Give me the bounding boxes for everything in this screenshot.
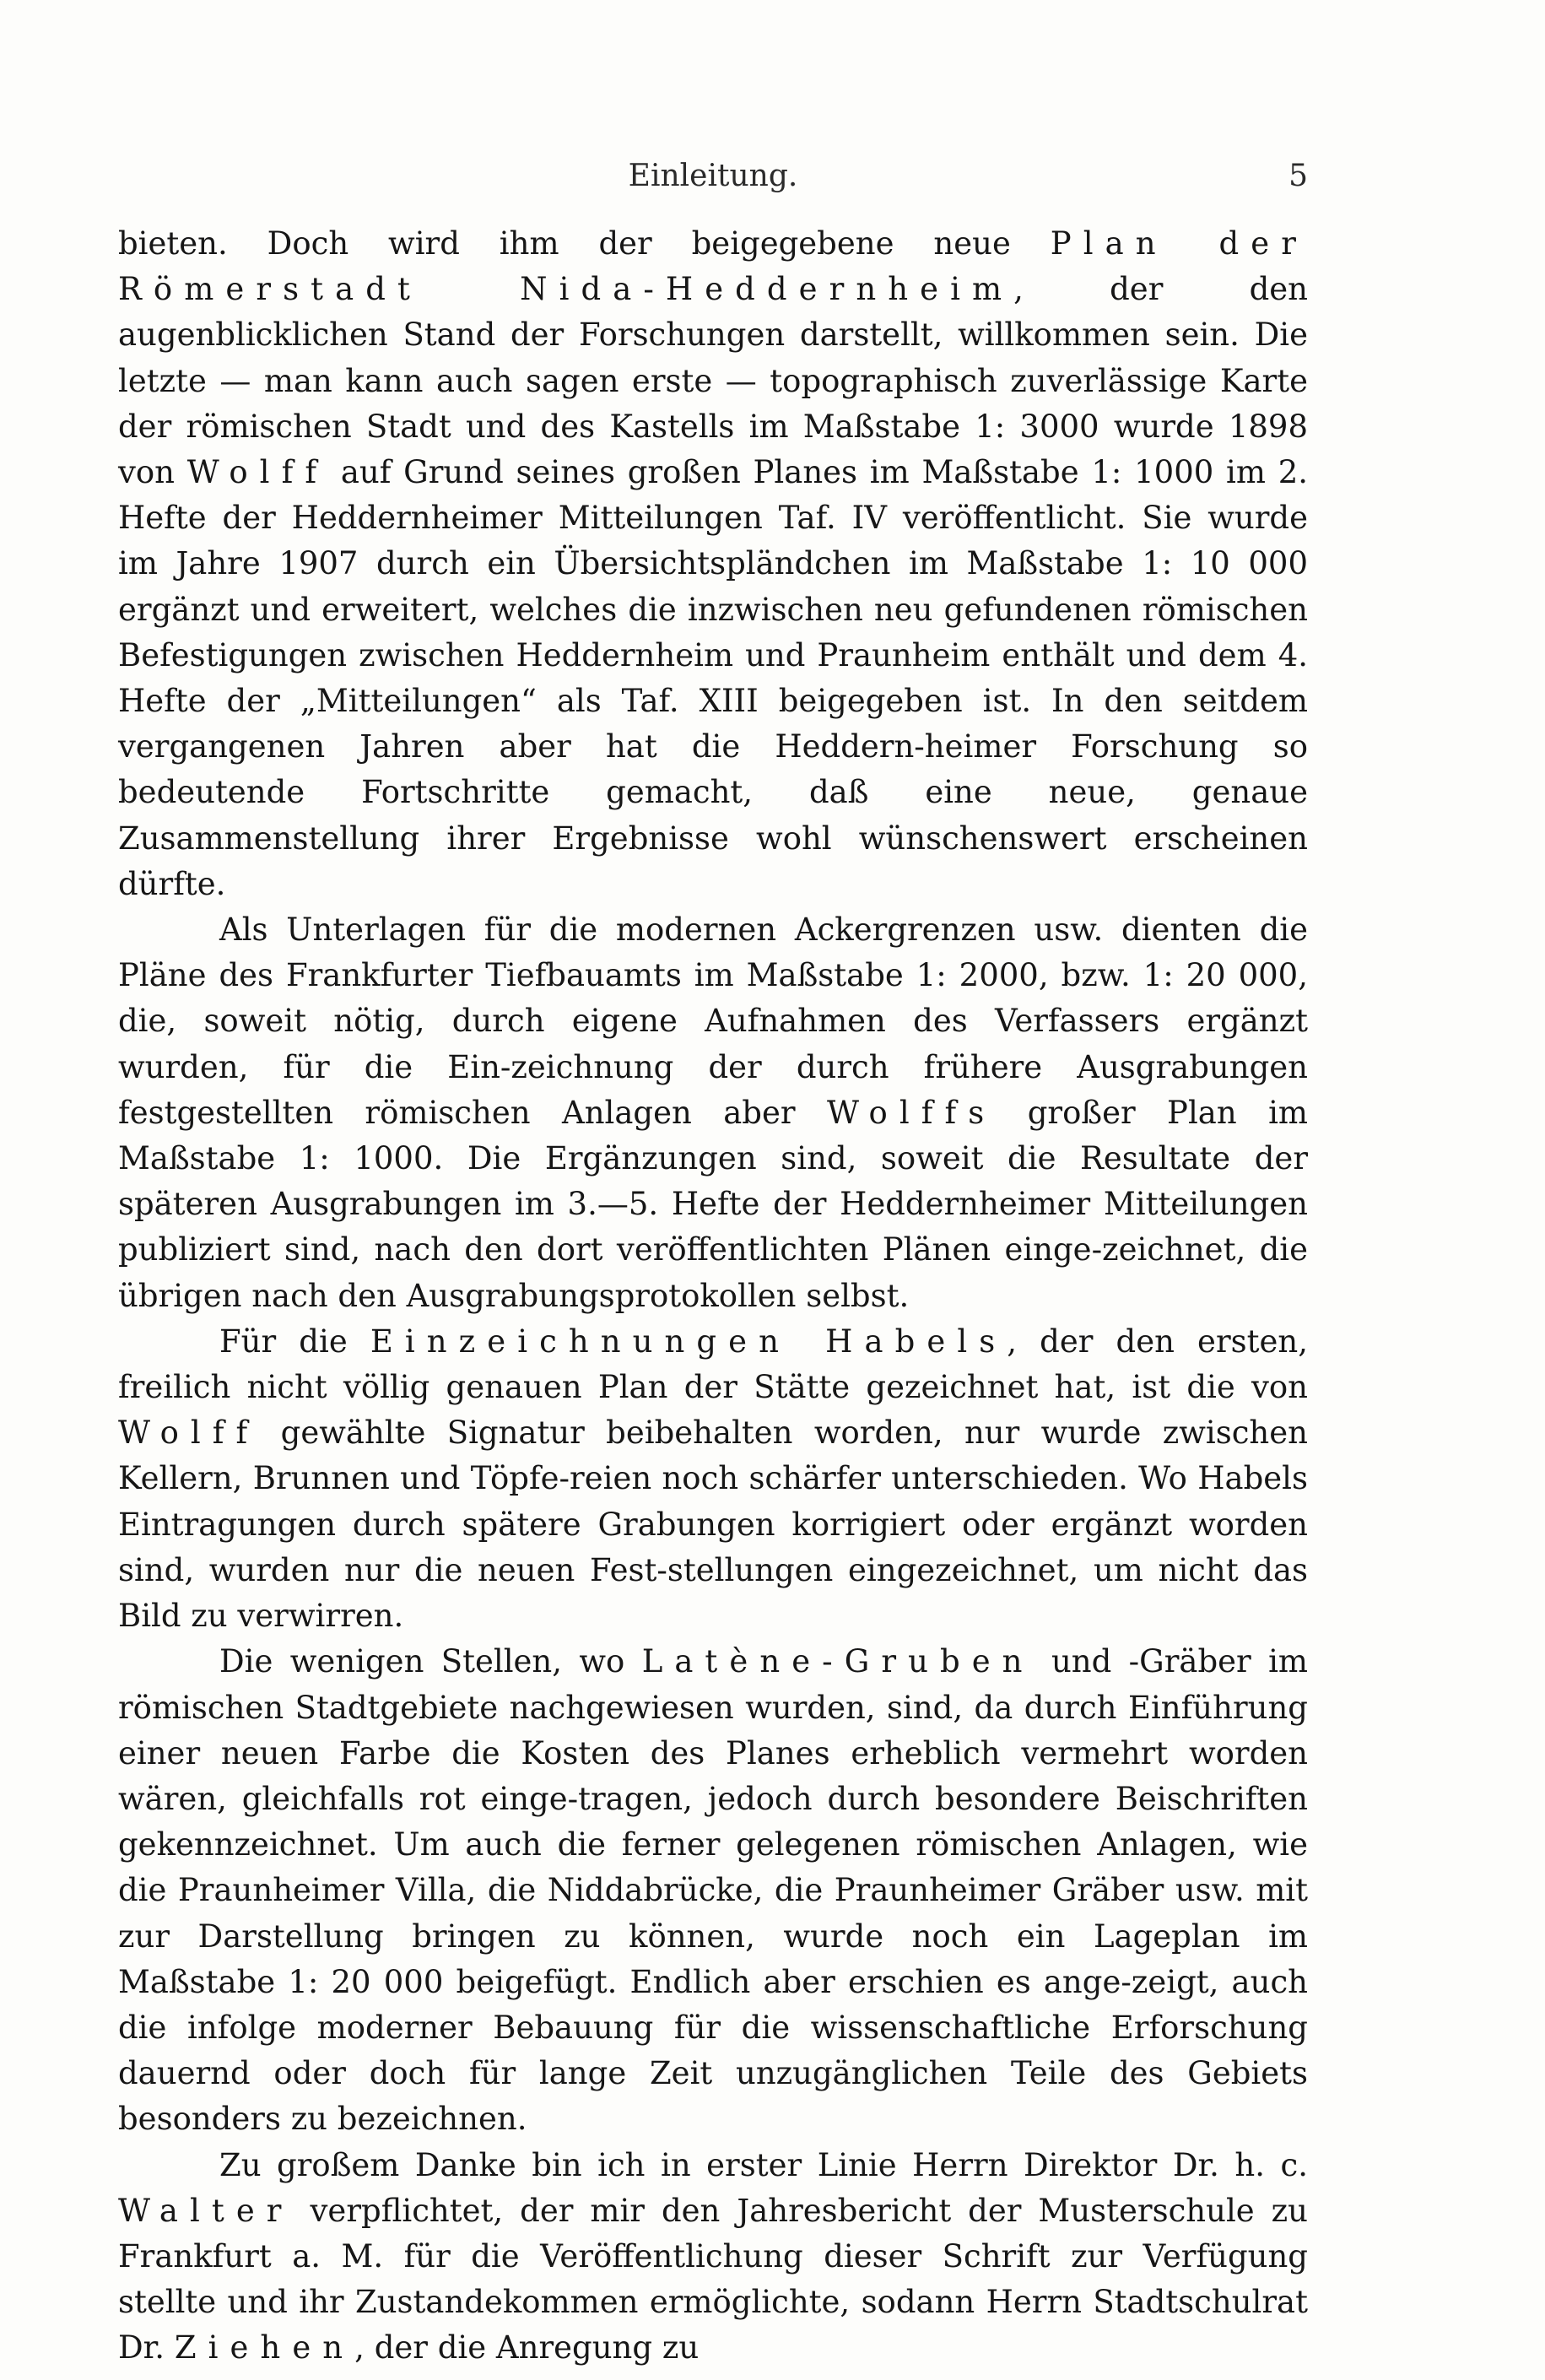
page-header <box>118 149 1308 199</box>
spaced-name: Wolffs <box>826 1094 997 1131</box>
text-run: , der den augenblicklichen Stand der Forschungen darstellt, willkommen sein. Die letzte — man kann auch sagen erste — topographisch zuverlässige Karte der römischen Stadt und des Kastells im Maßstabe 1: 3000 wurde 1898 von <box>118 271 1309 491</box>
spaced-name: Plan der Römerstadt Nida-Heddernheim <box>118 225 1308 308</box>
running-title: Einleitung. <box>628 159 798 193</box>
paragraph <box>118 2143 1308 2372</box>
text-run: großer Plan im Maßstabe 1: 1000. Die Ergänzungen sind, soweit die Resultate der späteren Ausgrabungen im 3.—5. Hefte der Heddernheimer Mitteilungen publiziert sind, nach den dort veröffentlichten Plänen einge-zeichnet, die übrigen nach den Ausgrabungsprotokollen selbst. <box>118 1094 1308 1314</box>
spaced-name: Ziehen <box>174 2329 355 2366</box>
paragraph <box>118 1639 1308 2142</box>
text-run: , der den ersten, freilich nicht völlig genauen Plan der Stätte gezeichnet hat, ist die von <box>118 1323 1308 1406</box>
text-run: , der die Anregung zu <box>354 2329 700 2366</box>
text-run: und -Gräber im römischen Stadtgebiete nachgewiesen wurden, sind, da durch Einführung einer neuen Farbe die Kosten des Planes erheblich vermehrt worden wären, gleichfalls rot einge-tragen, jedoch durch besondere Beischriften gekennzeichnet. Um auch die ferner gelegenen römischen Anlagen, wie die Praunheimer Villa, die Niddabrücke, die Praunheimer Gräber usw. mit zur Darstellung bringen zu können, wurde noch ein Lageplan im Maßstabe 1: 20 000 beigefügt. Endlich aber erschien es ange-zeigt, auch die infolge moderner Bebauung für die wissenschaftliche Erforschung dauernd oder doch für lange Zeit unzugänglichen Teile des Gebiets besonders zu bezeichnen. <box>118 1643 1308 2138</box>
text-run: Für die <box>219 1323 370 1360</box>
paragraph <box>118 221 1308 907</box>
text-run: gewählte Signatur beibehalten worden, nur wurde zwischen Kellern, Brunnen und Töpfe-reien noch schärfer unterschieden. Wo Habels Eintragungen durch spätere Grabungen korrigiert oder ergänzt worden sind, wurden nur die neuen Fest-stellungen eingezeichnet, um nicht das Bild zu verwirren. <box>118 1414 1308 1635</box>
text-run: Zu großem Danke bin ich in erster Linie Herrn Direktor Dr. h. c. <box>219 2146 1308 2183</box>
spaced-name: Latène-Gruben <box>641 1643 1035 1680</box>
text-run: verpflichtet, der mir den Jahresbericht der Musterschule zu Frankfurt a. M. für die Veröffentlichung dieser Schrift zur Verfügung stellte und ihr Zustandekommen ermöglichte, sodann Herrn Stadtschulrat Dr. <box>118 2192 1308 2366</box>
text-run: Die wenigen Stellen, wo <box>219 1643 642 1680</box>
spaced-name: Einzeichnungen Habels <box>370 1323 1007 1360</box>
spaced-name: Wolff <box>186 454 329 491</box>
text-run: Als Unterlagen für die modernen Ackergrenzen usw. dienten die Pläne des Frankfurter Tiefbauamts im Maßstabe 1: 2000, bzw. 1: 20 000, die, soweit nötig, durch eigene Aufnahmen des Verfassers ergänzt wurden, für die Ein-zeichnung der durch frühere Ausgrabungen festgestellten römischen Anlagen aber <box>118 911 1308 1131</box>
page-number: 5 <box>1288 159 1308 193</box>
text-run: bieten. Doch wird ihm der beigegebene neue <box>118 225 1051 262</box>
spaced-name: Walter <box>118 2192 294 2229</box>
paragraph <box>118 1319 1308 1639</box>
body-text <box>118 221 1308 2372</box>
paragraph <box>118 907 1308 1319</box>
text-run: auf Grund seines großen Planes im Maßstabe 1: 1000 im 2. Hefte der Heddernheimer Mitteilungen Taf. IV veröffentlicht. Sie wurde im Jahre 1907 durch ein Übersichtspländchen im Maßstabe 1: 10 000 ergänzt und erweitert, welches die inzwischen neu gefundenen römischen Befestigungen zwischen Heddernheim und Praunheim enthält und dem 4. Hefte der „Mitteilungen“ als Taf. XIII beigegeben ist. In den seitdem vergangenen Jahren aber hat die Heddern-heimer Forschung so bedeutende Fortschritte gemacht, daß eine neue, genaue Zusammenstellung ihrer Ergebnisse wohl wünschenswert erscheinen dürfte. <box>118 454 1308 902</box>
spaced-name: Wolff <box>118 1414 260 1452</box>
